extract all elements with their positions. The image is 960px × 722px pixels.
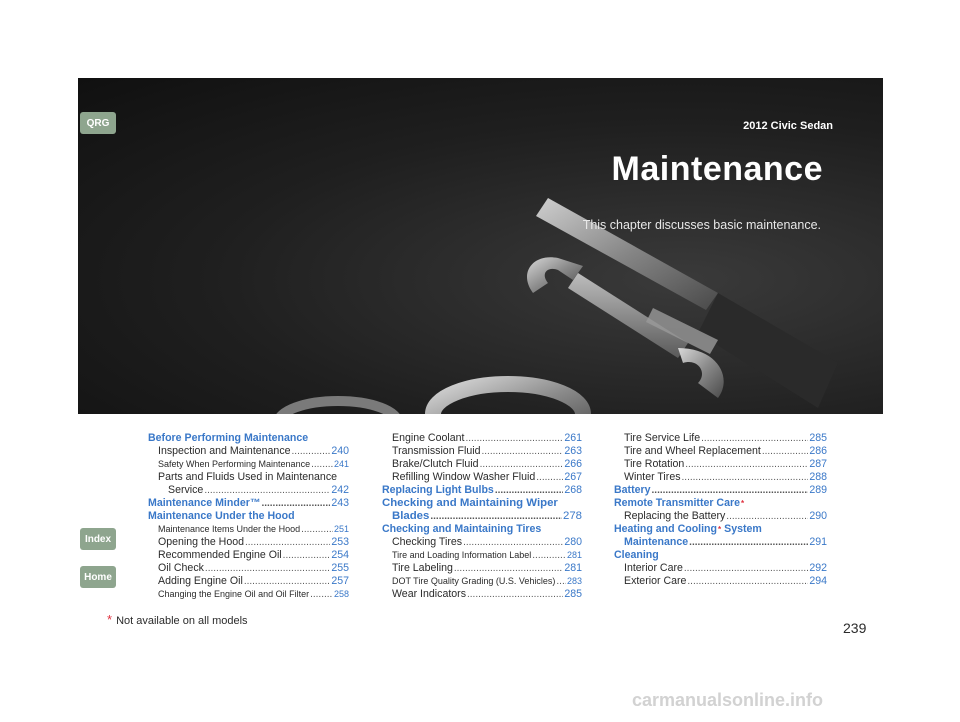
wrench-shape: [527, 257, 724, 398]
toc-entry[interactable]: Tire and Loading Information Label ..... 281: [382, 549, 582, 562]
chapter-banner: [78, 78, 883, 414]
ring-shape: [278, 384, 583, 414]
toc-heading[interactable]: Cleaning: [614, 549, 659, 561]
toc-entry[interactable]: Changing the Engine Oil and Oil Filter ..... 258: [148, 588, 349, 601]
toc-column-3: [614, 432, 827, 588]
toc-entry[interactable]: Inspection and Maintenance ..... 240: [148, 445, 349, 458]
footnote-marker: *: [107, 612, 113, 627]
toc-heading[interactable]: Before Performing Maintenance: [148, 432, 309, 444]
toc-entry[interactable]: Opening the Hood ..... 253: [148, 536, 349, 549]
toc-entry[interactable]: Engine Coolant ..... 261: [382, 432, 582, 445]
toc-entry[interactable]: Replacing the Battery ..... 290: [614, 510, 827, 523]
toc-entry[interactable]: Tire Labeling ..... 281: [382, 562, 582, 575]
page-number: 239: [843, 620, 867, 636]
toc-entry[interactable]: Checking Tires ..... 280: [382, 536, 582, 549]
toc-entry[interactable]: Safety When Performing Maintenance ..... 241: [148, 458, 349, 471]
toc-heading-continued[interactable]: Maintenance ..... 291: [614, 536, 827, 549]
toc-entry[interactable]: Maintenance Items Under the Hood ..... 251: [148, 523, 349, 536]
toc-heading[interactable]: Maintenance Under the Hood: [148, 510, 295, 522]
toc-heading-continued[interactable]: Blades ..... 278: [382, 510, 582, 523]
toc-heading[interactable]: Remote Transmitter Care *: [614, 497, 745, 509]
toc-entry[interactable]: Transmission Fluid ..... 263: [382, 445, 582, 458]
not-all-models-marker: *: [718, 525, 722, 534]
toc-heading[interactable]: Checking and Maintaining Wiper: [382, 497, 558, 509]
toc-entry[interactable]: Recommended Engine Oil ..... 254: [148, 549, 349, 562]
toc-column-1: [148, 432, 349, 601]
toc-entry[interactable]: Wear Indicators ..... 285: [382, 588, 582, 601]
toc-entry[interactable]: Tire Service Life ..... 285: [614, 432, 827, 445]
toc-entry[interactable]: Tire and Wheel Replacement ..... 286: [614, 445, 827, 458]
toc-entry[interactable]: Oil Check ..... 255: [148, 562, 349, 575]
chapter-subtitle: This chapter discusses basic maintenance.: [582, 218, 821, 232]
toc-heading[interactable]: Checking and Maintaining Tires: [382, 523, 542, 535]
toc-entry[interactable]: DOT Tire Quality Grading (U.S. Vehicles) ..... 283: [382, 575, 582, 588]
chapter-title: Maintenance: [611, 150, 823, 188]
toc-entry[interactable]: Brake/Clutch Fluid ..... 266: [382, 458, 582, 471]
vehicle-model: 2012 Civic Sedan: [743, 120, 833, 132]
footnote: [107, 612, 248, 627]
qrg-tab[interactable]: QRG: [80, 112, 116, 134]
toc-heading[interactable]: Heating and Cooling * System: [614, 523, 762, 535]
toc-entry[interactable]: Refilling Window Washer Fluid ..... 267: [382, 471, 582, 484]
watermark: carmanualsonline.info: [632, 690, 824, 710]
home-tab[interactable]: Home: [80, 566, 116, 588]
toc-entry-continued[interactable]: Service ..... 242: [148, 484, 349, 497]
toc-entry[interactable]: Exterior Care ..... 294: [614, 575, 827, 588]
toc-column-2: [382, 432, 582, 601]
toc-heading[interactable]: Replacing Light Bulbs ..... 268: [382, 484, 582, 497]
toc-heading[interactable]: Battery ..... 289: [614, 484, 827, 497]
toc-entry[interactable]: Winter Tires ..... 288: [614, 471, 827, 484]
toc-entry[interactable]: Parts and Fluids Used in Maintenance: [158, 471, 338, 483]
toc-heading[interactable]: Maintenance Minder™ ..... 243: [148, 497, 349, 510]
index-tab[interactable]: Index: [80, 528, 116, 550]
footnote-text: Not available on all models: [116, 615, 248, 627]
not-all-models-marker: *: [741, 499, 745, 508]
toc-entry[interactable]: Tire Rotation ..... 287: [614, 458, 827, 471]
toc-entry[interactable]: Adding Engine Oil ..... 257: [148, 575, 349, 588]
toc-entry[interactable]: Interior Care ..... 292: [614, 562, 827, 575]
